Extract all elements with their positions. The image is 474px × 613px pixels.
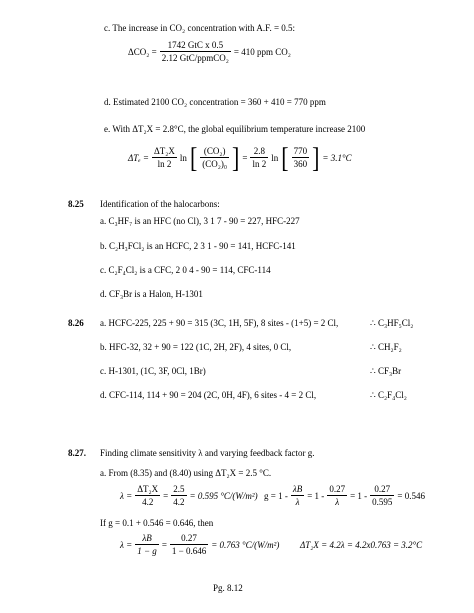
eq-fraction xyxy=(170,533,208,556)
frac-numerator: λB xyxy=(292,484,303,494)
eq-numerator: 1742 GtC x 0.5 xyxy=(160,40,231,52)
delta-t2x-equation: ΔT₂X = 4.2λ = 4.2x0.763 = 3.2°C xyxy=(300,540,423,550)
lambda-feedback-equation xyxy=(120,533,279,556)
frac-numerator: 0.27 xyxy=(370,484,394,496)
eq-operator: = 1 - xyxy=(307,490,325,501)
item-d: d. Estimated 2100 CO₂ concentration = 360 + 410 = 770 ppm xyxy=(104,97,326,107)
eq-fraction xyxy=(171,484,186,507)
eq-lhs: λ = xyxy=(120,539,133,550)
eq-lhs: ΔTₑ = xyxy=(128,152,149,163)
frac-numerator: 770 xyxy=(293,146,308,156)
g-line: If g = 0.1 + 0.546 = 0.646, then xyxy=(100,518,214,528)
eq-fraction xyxy=(370,484,394,507)
frac-numerator: 0.27 xyxy=(170,533,208,545)
frac-numerator: ΔT₂X xyxy=(153,146,175,156)
frac-denominator: 1 − 0.646 xyxy=(171,546,207,556)
frac-numerator: 2.5 xyxy=(173,484,185,494)
right-bracket-2: ] xyxy=(312,140,320,174)
ln-operator: ln xyxy=(179,152,187,163)
right-bracket: ] xyxy=(232,140,240,174)
frac-denominator: λ xyxy=(295,497,300,507)
eq-result: = 410 ppm CO₂ xyxy=(233,46,291,57)
section-8-25-number: 8.25 xyxy=(68,199,84,209)
eq-lhs: ΔCO₂ = xyxy=(128,46,157,57)
frac-denominator: 4.2 xyxy=(173,497,185,507)
list-item-result: ∴ CH₂F₂ xyxy=(370,342,402,352)
g-equation xyxy=(264,484,425,507)
eq-operator: = 1 - xyxy=(350,490,368,501)
equals-sign: = xyxy=(242,152,248,163)
eq-fraction-1 xyxy=(152,146,177,169)
section-8-27-number: 8.27. xyxy=(68,448,86,458)
frac-denominator: ln 2 xyxy=(157,159,172,169)
section-8-27-title: Finding climate sensitivity λ and varying feedback factor g. xyxy=(100,448,315,458)
equals-sign: = xyxy=(163,490,169,501)
eq-result: = 0.546 xyxy=(397,490,425,501)
list-item-result: ∴ CF₃Br xyxy=(370,366,402,376)
eq-denominator: 2.12 GtC/ppmCO₂ xyxy=(161,53,229,63)
list-item: d. CFC-114, 114 + 90 = 204 (2C, 0H, 4F), 6 sites - 4 = 2 Cl, xyxy=(100,390,317,400)
delta-te-equation xyxy=(128,140,352,174)
frac-denominator: (CO₂)₀ xyxy=(202,159,228,169)
frac-numerator: λB xyxy=(135,533,159,545)
frac-numerator: 0.27 xyxy=(329,484,346,494)
list-item: b. HFC-32, 32 + 90 = 122 (1C, 2H, 2F), 4 sites, 0 Cl, xyxy=(100,342,292,352)
item-c-label: c. The increase in CO₂ concentration with A.F. = 0.5: xyxy=(104,23,296,33)
equals-sign: = xyxy=(161,539,167,550)
left-bracket: [ xyxy=(189,140,198,174)
list-item: b. C₂H₃FCl₂ is an HCFC, 2 3 1 - 90 = 141, HCFC-141 xyxy=(100,241,296,251)
frac-numerator: (CO₂) xyxy=(200,146,229,158)
ln-operator-2: ln xyxy=(271,152,279,163)
list-item: a. C₃HF₇ is an HFC (no Cl), 3 1 7 - 90 = 227, HFC-227 xyxy=(100,216,300,226)
eq-fraction-2 xyxy=(200,146,229,169)
eq-lhs: λ = xyxy=(120,490,133,501)
eq-fraction xyxy=(135,533,159,556)
eq-result: = 3.1°C xyxy=(322,152,352,163)
frac-denominator: 1 − g xyxy=(137,546,157,556)
list-item-result: ∴ C₂F₄Cl₂ xyxy=(370,390,407,400)
frac-denominator: 0.595 xyxy=(372,497,393,507)
frac-denominator: 360 xyxy=(293,159,308,169)
eq-lhs: g = 1 - xyxy=(264,490,288,501)
eq-fraction xyxy=(160,40,231,63)
list-item: a. HCFC-225, 225 + 90 = 315 (3C, 1H, 5F), 8 sites - (1+5) = 2 Cl, xyxy=(100,318,339,328)
list-item-result: ∴ C₃HF₅Cl₂ xyxy=(370,318,414,328)
list-item: c. C₂F₄Cl₂ is a CFC, 2 0 4 - 90 = 114, CFC-114 xyxy=(100,265,271,275)
lambda-equation xyxy=(120,484,258,507)
frac-denominator: 4.2 xyxy=(142,497,154,507)
eq-fraction xyxy=(291,484,304,507)
delta-co2-equation xyxy=(128,40,291,63)
list-item: c. H-1301, (1C, 3F, 0Cl, 1Br) xyxy=(100,366,206,376)
eq-fraction-4 xyxy=(292,146,310,169)
section-8-26-number: 8.26 xyxy=(68,318,84,328)
item-e-label: e. With ΔT₂X = 2.8°C, the global equilibrium temperature increase 2100 xyxy=(104,124,366,134)
list-item: d. CF₃Br is a Halon, H-1301 xyxy=(100,289,203,299)
frac-denominator: λ xyxy=(335,497,340,507)
left-bracket-2: [ xyxy=(281,140,289,174)
eq-fraction xyxy=(135,484,160,507)
section-8-25-title: Identification of the halocarbons: xyxy=(100,199,220,209)
page-number: Pg. 8.12 xyxy=(213,583,243,593)
eq-result: = 0.763 °C/(W/m²) xyxy=(211,539,280,550)
eq-fraction xyxy=(327,484,347,507)
frac-numerator: ΔT₂X xyxy=(137,484,159,494)
frac-denominator: ln 2 xyxy=(252,159,267,169)
frac-numerator: 2.8 xyxy=(250,146,268,158)
eq-result: = 0.595 °C/(W/m²) xyxy=(189,490,258,501)
item-a-label: a. From (8.35) and (8.40) using ΔT₂X = 2.5 °C. xyxy=(100,468,272,478)
eq-fraction-3 xyxy=(250,146,268,169)
